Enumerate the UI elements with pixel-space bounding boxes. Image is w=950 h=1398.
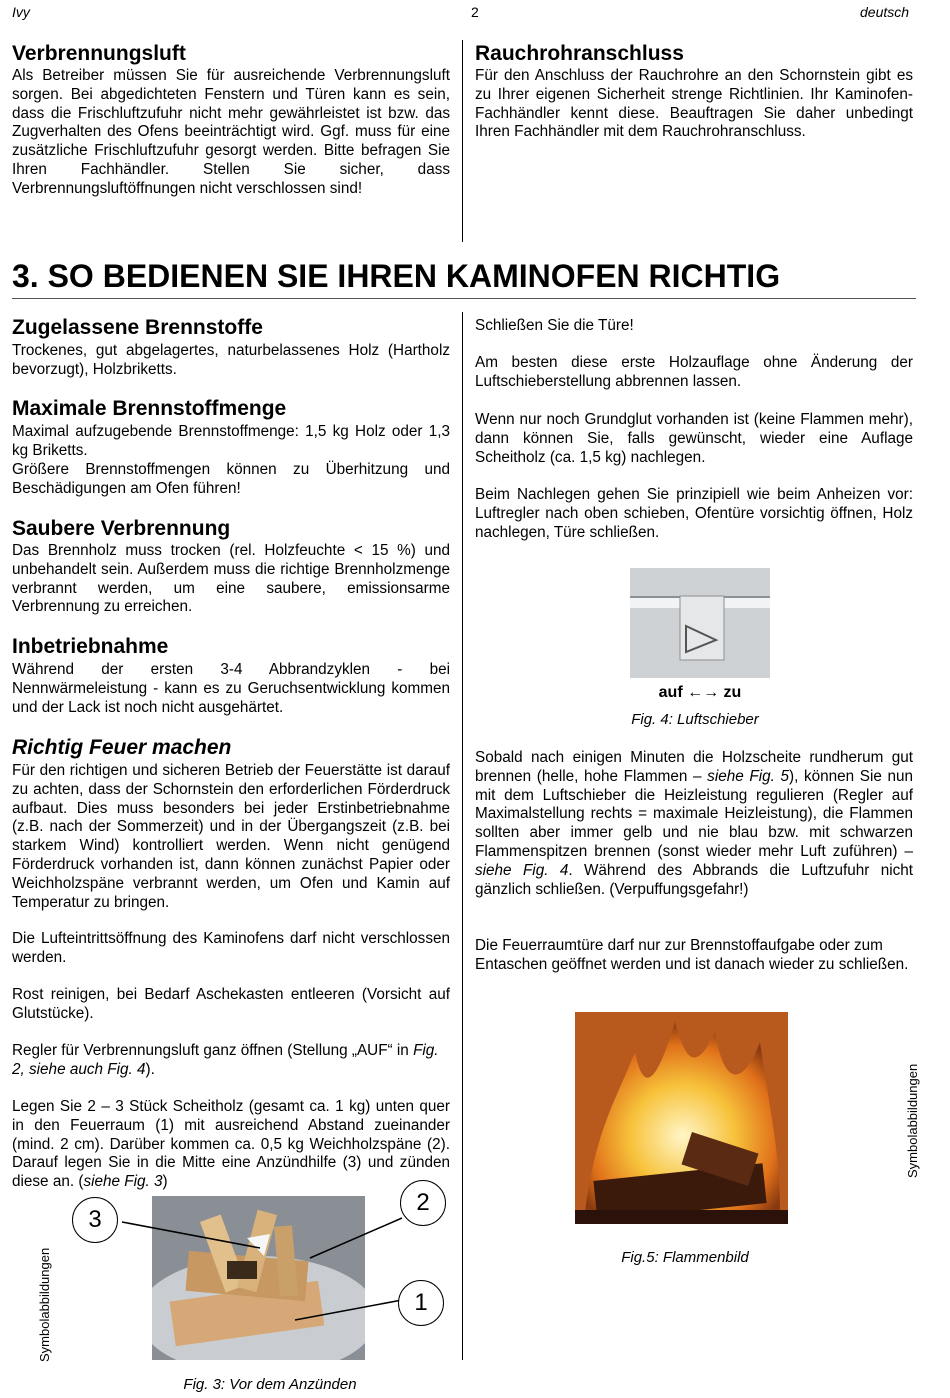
column-divider-main bbox=[462, 312, 463, 1360]
fig-reference: siehe Fig. 4 bbox=[475, 861, 569, 879]
brennstoffmenge-text-1: Maximal aufzugebende Brennstoffmenge: 1,5 kg Holz oder 1,3 kg Briketts. bbox=[12, 423, 450, 459]
rauchrohranschluss-text: Für den Anschluss der Rauchrohre an den Schornstein gibt es zu Ihrer eigenen Sicherheit strenge Richtlinien. Ihr Kaminofen-Fachhändler kennt diese. Beauftragen Sie daher unbedingt Ihren Fachhändler mit dem Rauchrohranschluss. bbox=[475, 67, 913, 141]
chapter-title: 3. SO BEDIENEN SIE IHREN KAMINOFEN RICHTIG bbox=[12, 258, 781, 294]
verbrennungsluft-text: Als Betreiber müssen Sie für ausreichende Verbrennungsluft sorgen. Bei abgedichteten Fenstern und Türen kann es sein, dass die Frischluftzufuhr nicht mehr gewährleistet ist bzw. das Zugverhalten des Ofens beeinträchtigt wird. Ggf. muss für eine zusätzliche Frischluftzufuhr gesorgt werden. Bitte befragen Sie Ihren Fachhändler. Stellen Sie sicher, dass Verbrennungsluftöffnungen nicht verschlossen sind! bbox=[12, 67, 450, 197]
feuer-text-5a: Legen Sie 2 – 3 Stück Scheitholz (gesamt ca. 1 kg) unten quer in den Feuerraum (1) mit ausreichend Abstand zueinander (mind. 2 cm). Darüber kommen ca. 0,5 kg Weichholzspäne (2). Darauf legen Sie in die Mitte eine Anzündhilfe (3) und zünden diese an. ( bbox=[12, 1098, 450, 1191]
inbetriebnahme-text: Während der ersten 3-4 Abbrandzyklen - bei Nennwärmeleistung - kann es zu Geruchsentwicklung kommen und der Lack ist noch nicht ausgehärtet. bbox=[12, 661, 450, 716]
feuer-text-4a: Regler für Verbrennungsluft ganz öffnen (Stellung „AUF“ in bbox=[12, 1042, 409, 1059]
right-text-4: Beim Nachlegen gehen Sie prinzipiell wie beim Anheizen vor: Luftregler nach oben schieben, Ofentüre vorsichtig öffnen, Holz nachlegen, Türe schließen. bbox=[475, 486, 913, 541]
section-title-brennstoffmenge: Maximale Brennstoffmenge bbox=[12, 397, 287, 420]
section-title-verbrennung: Saubere Verbrennung bbox=[12, 517, 231, 540]
section-title-feuer: Richtig Feuer machen bbox=[12, 736, 232, 759]
right-text-6: Die Feuerraumtüre darf nur zur Brennstoffaufgabe oder zum Entaschen geöffnet werden und ist danach wieder zu schließen. bbox=[475, 937, 909, 973]
fig-reference: Fig. 2, siehe auch Fig. 4 bbox=[12, 1042, 439, 1078]
callout-2: 2 bbox=[400, 1180, 446, 1226]
feuer-text-4c: ). bbox=[145, 1060, 155, 1078]
header-language: deutsch bbox=[860, 4, 910, 20]
right-text-5c: ), können Sie nun mit dem Luftschieber die Heizleistung regulieren (Regler auf Maximalstellung rechts = maximale Heizleistung), die Flammen sollten aber immer gelb und nie blau bzw. mit schwarzen Flammenspitzen brennen (sonst wieder mehr Luft zuführen) – bbox=[475, 767, 913, 860]
fig4-air-slider bbox=[630, 568, 770, 678]
fig3-caption: Fig. 3: Vor dem Anzünden bbox=[183, 1376, 357, 1393]
section-title-verbrennungsluft: Verbrennungsluft bbox=[12, 42, 186, 65]
fig3-callout-lines bbox=[100, 1200, 420, 1350]
right-text-5a: Sobald nach einigen Minuten die Holzscheite rundherum gut brennen (helle, hohe Flammen – bbox=[475, 749, 913, 785]
side-label-left: Symbolabbildungen bbox=[37, 1247, 52, 1362]
side-label-right: Symbolabbildungen bbox=[905, 1063, 920, 1178]
brennstoffe-text: Trockenes, gut abgelagertes, naturbelassenes Holz (Hartholz bevorzugt), Holzbriketts. bbox=[12, 342, 450, 378]
feuer-text-1: Für den richtigen und sicheren Betrieb der Feuerstätte ist darauf zu achten, dass der Schornstein den erforderlichen Förderdruck aufbaut. Dies muss besonders bei jeder Erstinbetriebnahme (z.B. nach der Sommerzeit) und in der Übergangszeit (z.B. bei starkem Wind) kontrolliert werden. Wenn nicht genügend Förderdruck vorhanden ist, dann können zunächst Papier oder Weichholzspäne verbrannt werden, um Ofen und Kamin auf Temperatur zu bringen. bbox=[12, 762, 450, 911]
feuer-text-5c: ) bbox=[162, 1173, 168, 1191]
brennstoffmenge-text-2: Größere Brennstoffmengen können zu Überhitzung und Beschädigungen am Ofen führen! bbox=[12, 461, 450, 497]
callout-1: 1 bbox=[398, 1280, 444, 1326]
feuer-text-3: Rost reinigen, bei Bedarf Aschekasten entleeren (Vorsicht auf Glutstücke). bbox=[12, 986, 450, 1022]
header-brand: Ivy bbox=[12, 4, 30, 20]
right-text-2: Am besten diese erste Holzauflage ohne Änderung der Luftschieberstellung abbrennen lassen. bbox=[475, 354, 913, 390]
section-title-rauchrohranschluss: Rauchrohranschluss bbox=[475, 42, 684, 65]
column-divider-top bbox=[462, 40, 463, 242]
feuer-text-5 bbox=[12, 1098, 450, 1192]
fig-reference: siehe Fig. 3 bbox=[83, 1173, 163, 1191]
section-title-inbetriebnahme: Inbetriebnahme bbox=[12, 635, 169, 658]
right-text-1: Schließen Sie die Türe! bbox=[475, 317, 634, 334]
fig5-flame-photo bbox=[575, 1012, 788, 1224]
fig5-caption: Fig.5: Flammenbild bbox=[621, 1249, 749, 1266]
callout-3: 3 bbox=[72, 1197, 118, 1243]
fig4-label: auf ←→ zu bbox=[658, 684, 742, 701]
verbrennung-text: Das Brennholz muss trocken (rel. Holzfeuchte < 15 %) und unbehandelt sein. Außerdem muss die richtige Brennholzmenge verbrannt werden, um eine saubere, emissionsarme Verbrennung zu erreichen. bbox=[12, 542, 450, 616]
feuer-text-2: Die Lufteintrittsöffnung des Kaminofens darf nicht verschlossen werden. bbox=[12, 930, 450, 966]
feuer-text-4 bbox=[12, 1042, 450, 1080]
chapter-rule bbox=[12, 298, 916, 299]
page-number: 2 bbox=[471, 4, 479, 20]
right-text-3: Wenn nur noch Grundglut vorhanden ist (keine Flammen mehr), dann können Sie, falls gewünscht, wieder eine Auflage Scheitholz (ca. 1,5 kg) nachlegen. bbox=[475, 411, 913, 466]
fig-reference: siehe Fig. 5 bbox=[707, 767, 789, 785]
fig4-caption: Fig. 4: Luftschieber bbox=[631, 711, 759, 728]
right-text-5e: . Während des Abbrands die Luftzufuhr nicht gänzlich schließen. (Verpuffungsgefahr!) bbox=[475, 861, 914, 898]
section-title-brennstoffe: Zugelassene Brennstoffe bbox=[12, 316, 263, 339]
right-text-5 bbox=[475, 749, 913, 899]
